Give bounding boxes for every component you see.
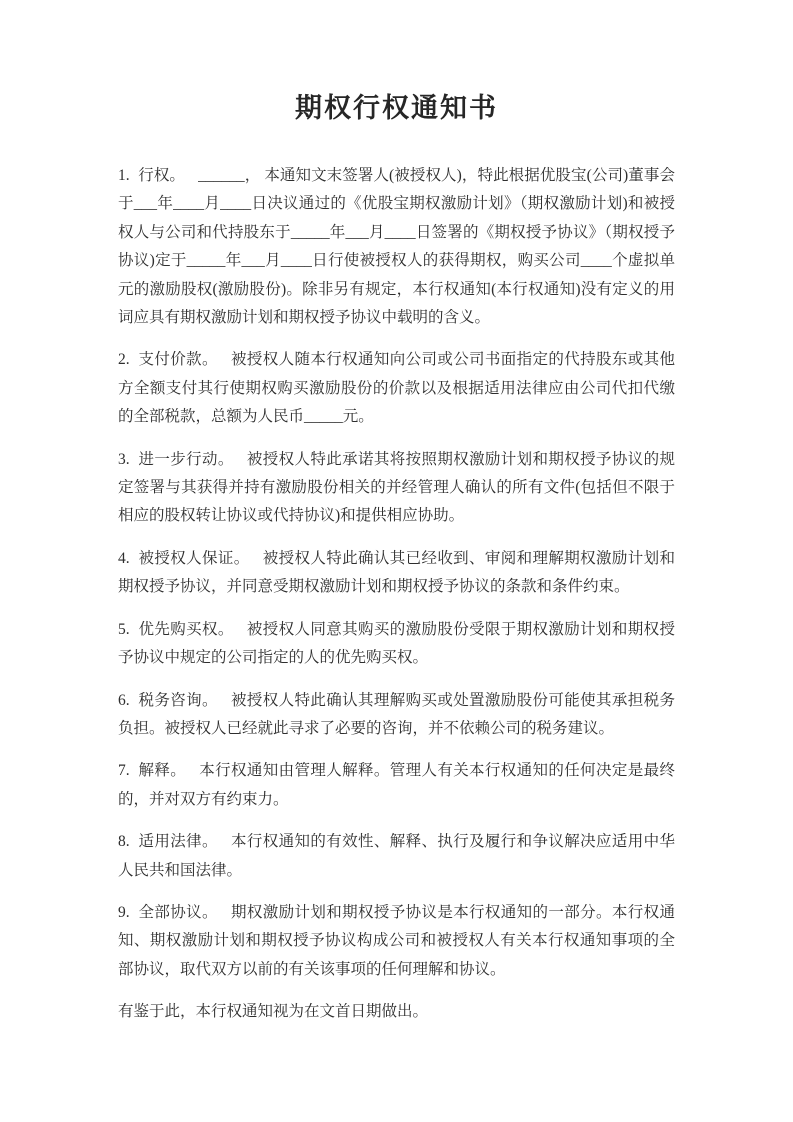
clause-heading: 全部协议。 [138,903,218,921]
clause-number: 3. [118,450,130,468]
clause-item-1 [118,162,675,332]
clause-item-2 [118,346,675,431]
clause-number: 6. [118,691,130,709]
clause-body: 被授权人特此承诺其将按照期权激励计划和期权授予协议的规定签署与其获得并持有激励股份相关的并经管理人确认的所有文件(包括但不限于相应的股权转让协议或代持协议)和提供相应协助。 [118,450,675,525]
clause-body: 本行权通知由管理人解释。管理人有关本行权通知的任何决定是最终的，并对双方有约束力。 [118,762,675,808]
clause-number: 2. [118,351,130,369]
clause-body: 被授权人特此确认其已经收到、审阅和理解期权激励计划和期权授予协议，并同意受期权激励计划和期权授予协议的条款和条件约束。 [118,549,675,596]
clause-item-6 [118,687,675,744]
clause-number: 7. [118,762,130,780]
clause-item-8 [118,828,675,885]
clause-number: 4. [118,549,130,567]
clause-number: 1. [118,167,130,184]
clause-item-5 [118,616,675,673]
clause-list [118,162,675,984]
clause-item-3 [118,446,675,531]
clause-heading: 被授权人保证。 [138,549,250,567]
clause-number: 9. [118,903,130,921]
clause-body: ______， 本通知文末签署人(被授权人)，特此根据优股宝(公司)董事会于___年____月____日决议通过的《优股宝期权激励计划》（期权激励计划)和被授权人与公司和代持股东于_____年___月____日签署的《期权授予协议》（期权授予协议)定于_____年___月____日行使被授权人的获得期权，购买公司____个虚拟单元的激励股权(激励股份)。除非另有规定，本行权通知(本行权通知)没有定义的用词应具有期权激励计划和期权授予协议中载明的含义。 [118,167,675,327]
clause-body: 期权激励计划和期权授予协议是本行权通知的一部分。本行权通知、期权激励计划和期权授予协议构成公司和被授权人有关本行权通知事项的全部协议，取代双方以前的有关该事项的任何理解和协议。 [118,903,675,978]
document-title: 期权行权通知书 [295,93,498,123]
clause-body: 被授权人随本行权通知向公司或公司书面指定的代持股东或其他方全额支付其行使期权购买激励股份的价款以及根据适用法律应由公司代扣代缴的全部税款，总额为人民币_____元。 [118,351,675,426]
clause-body: 本行权通知的有效性、解释、执行及履行和争议解决应适用中华人民共和国法律。 [118,833,675,879]
document-content [118,88,675,1027]
clause-heading: 进一步行动。 [138,450,234,468]
clause-body: 被授权人特此确认其理解购买或处置激励股份可能使其承担税务负担。被授权人已经就此寻求了必要的咨询，并不依赖公司的税务建议。 [118,691,675,737]
clause-item-4 [118,545,675,602]
clause-heading: 行权。 [138,167,185,184]
closing-paragraph: 有鉴于此，本行权通知视为在文首日期做出。 [118,1003,429,1021]
clause-heading: 优先购买权。 [138,620,234,638]
clause-number: 5. [118,620,130,638]
clause-item-9 [118,899,675,984]
clause-heading: 解释。 [138,762,187,780]
clause-body: 被授权人同意其购买的激励股份受限于期权激励计划和期权授予协议中规定的公司指定的人的优先购买权。 [118,620,675,667]
clause-item-7 [118,757,675,814]
clause-heading: 支付价款。 [138,351,218,369]
clause-number: 8. [118,833,130,851]
clause-heading: 适用法律。 [138,833,218,851]
clause-heading: 税务咨询。 [138,691,218,709]
